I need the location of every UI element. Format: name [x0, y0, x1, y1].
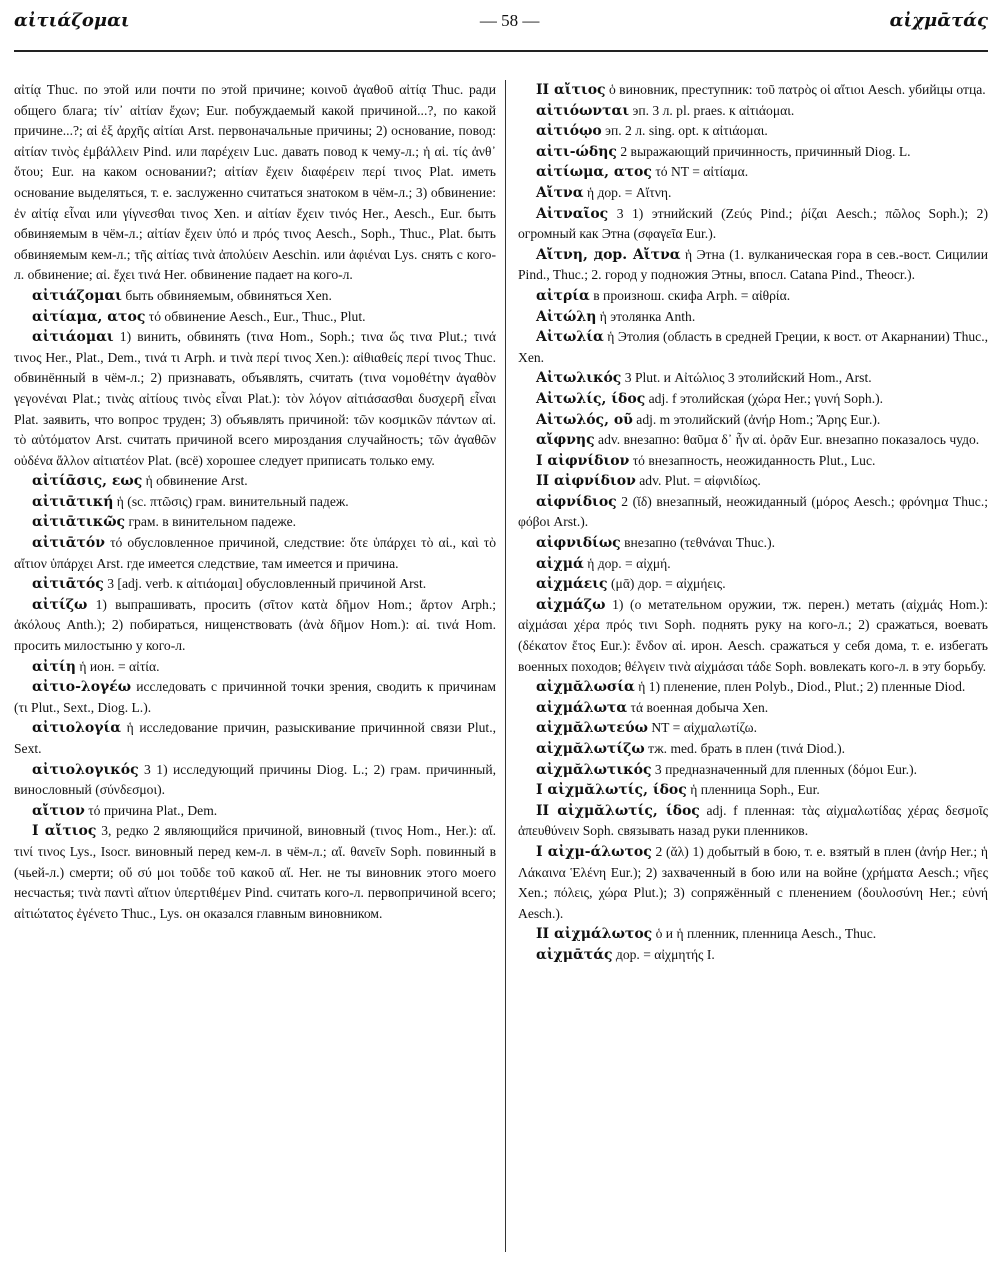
entry-definition: ἡ обвинение Arst. — [145, 473, 248, 489]
dictionary-entry — [14, 801, 496, 822]
dictionary-entry — [14, 533, 496, 574]
entry-definition: 1) выпрашивать, просить (σῖτον κατὰ δῆμον Hom.; ἄρτον Arph.; ἀκόλους Anth.); 2) побираться, нищенствовать (ἀνὰ δῆμον Hom.): αἰ. τινά Hom. просить милостыню у кого-л. — [14, 596, 496, 654]
entry-headword: αἰτρία — [536, 287, 590, 304]
dictionary-entry — [518, 245, 988, 286]
entry-definition: αἰτίᾳ Thuc. по этой или почти по этой причине; κοινοῦ ἀγαθοῦ αἰτίᾳ Thuc. ради общего блага; τίν᾽ αἰτίαν ἔχων; Eur. побуждаемый какой причиной...?, по какой причине...?; αἱ ἐξ ἀρχῆς αἰτίαι Arst. первоначальные причины; 2) основание, повод: αἰτίαν τινὸς ἐμβάλλειν Pind. или παρέχειν Luc. давать повод к чему-л.; ἡ αἰ. τίς ἀνθ᾽ ὅτου; Eur. на каком основании?; αἰτίαν ἔχειν διαφέρειν περί τινος Plat. иметь основание выделяться, т. е. заслуженно считаться знатоком в чём-л.; 3) обвинение: ἐν αἰτίᾳ εἶναι или γίγνεσθαι τινος Xen. и αἰτίαν ἔχειν τινός Her., Aesch., Eur. быть обвиняемым в чём-л.; αἰτίαν ἔχειν ὑπό и πρός τινος Aesch., Soph., Thuc., Plat. быть обвиняемым кем-л.; τῆς αἰτίας τινὰ ἀπολύειν Aeschin. или ἀφιέναι Lys. снять с кого-л. обвинение; αἰ. ἔχει τινά Her. обвинение падает на кого-л. — [14, 82, 496, 283]
entry-headword: Αἰτωλία — [536, 329, 604, 346]
entry-headword: αἰχμᾰλωτίζω — [536, 741, 645, 757]
entry-headword: Αἴτνη, дор. Αἴτνα — [536, 246, 681, 263]
entry-headword: Αἰτωλός, οῦ — [536, 411, 633, 428]
entry-headword: αἰτιολογία — [32, 720, 122, 737]
entry-definition: adj. f пленная: τὰς αἰχμαλωτίδας χέρας δεσμοῖς ἀπευθύνειν Soph. связывать назад руки пленников. — [518, 802, 988, 839]
entry-definition: 3 Plut. и Αἰτώλιος 3 этолийский Hom., Arst. — [624, 370, 872, 386]
dictionary-entry — [518, 204, 988, 245]
entry-headword: αἰτι-ώδης — [536, 143, 617, 160]
entry-definition: ἡ дор. = Αἴτνη. — [586, 184, 672, 200]
dictionary-entry — [518, 760, 988, 781]
dictionary-entry — [518, 101, 988, 122]
dictionary-entry — [14, 80, 496, 286]
entry-definition: ἡ пленница Soph., Eur. — [690, 782, 820, 798]
dictionary-entry — [14, 492, 496, 513]
entry-headword: αἰτιόῳο — [536, 123, 602, 140]
left-column — [14, 80, 496, 1252]
entry-headword: αἴφνης — [536, 432, 595, 449]
dictionary-entry — [518, 162, 988, 183]
entry-definition: ἡ исследование причин, разыскивание причинной связи Plut., Sext. — [14, 720, 496, 756]
dictionary-entry — [518, 739, 988, 760]
dictionary-entry — [518, 410, 988, 431]
entry-definition: 2 (ῐδ) внезапный, неожиданный (μόρος Aesch.; φρόνημα Thuc.; φόβοι Arst.). — [518, 493, 988, 530]
dictionary-entry — [518, 451, 988, 472]
entry-definition: 3, редко 2 являющийся причиной, виновный (τινος Hom., Her.): αἴ. τινί τινος Lys., Isocr. виновный перед кем-л. в чём-л.; αἴ. θανεῖν Soph. повинный в (чьей-л.) смерти; οὔ σύ μοι τοῦδε τοῦ κακοῦ αἴ. Her. не ты виновник этого моего несчастья; τινὰ παντὶ αἴτιον ὑπερτιθέμεν Pind. считать кого-л. первопричиной всего; αἰτιώτατος ἐγένετο Thuc., Lys. он оказался главным виновником. — [14, 823, 496, 921]
columns — [14, 80, 988, 1252]
dictionary-entry — [518, 492, 988, 533]
entry-definition: эп. 2 л. sing. opt. к αἰτιάομαι. — [605, 123, 768, 139]
entry-definition: adv. Plut. = αἰφνιδίως. — [639, 473, 761, 489]
dictionary-entry — [518, 327, 988, 368]
entry-definition: 3 1) этнийский (Ζεύς Pind.; ῥίζαι Aesch.; πῶλος Soph.); 2) огромный как Этна (σφαγεῖα Eur.). — [518, 205, 988, 242]
entry-definition: adj. m этолийский (ἀνήρ Hom.; Ἄρης Eur.). — [636, 411, 881, 427]
entry-definition: τό внезапность, неожиданность Plut., Luc. — [632, 452, 876, 468]
entry-definition: дор. = αἰχμητής I. — [615, 946, 715, 962]
entry-headword: αἰτιᾱτική — [32, 493, 114, 510]
entry-headword: αἰτιο-λογέω — [32, 679, 132, 696]
dictionary-entry — [14, 574, 496, 595]
entry-definition: adj. f этолийская (χώρα Her.; γυνή Soph.). — [648, 390, 884, 406]
entry-definition: (μᾱ) дор. = αἰχμήεις. — [611, 576, 726, 592]
entry-headword: αἰτιᾱτός — [32, 576, 104, 593]
entry-definition: внезапно (τεθνάναι Thuc.). — [624, 535, 775, 551]
dictionary-entry — [518, 80, 988, 101]
dictionary-entry — [14, 327, 496, 471]
entry-definition: τό обвинение Aesch., Eur., Thuc., Plut. — [148, 308, 366, 324]
entry-definition: ὁ виновник, преступник: τοῦ πατρὸς οἱ αἴτιοι Aesch. убийцы отца. — [608, 82, 986, 97]
entry-definition: ὁ и ἡ пленник, пленница Aesch., Thuc. — [655, 926, 877, 942]
dictionary-entry — [518, 430, 988, 451]
dictionary-entry — [14, 677, 496, 718]
entry-definition: 2 (ᾰλ) 1) добытый в бою, т. е. взятый в плен (ἀνήρ Her.; ἡ Λάκαινα Ἑλένη Eur.); 2) захваченный в бою или на войне (χρήματα Aesch.; νῆες Xen.; πόλεις, χώρα Plut.); 3) сопряжённый с пленением (δουλοσύνη Her.; εὐνή Aesch.). — [518, 843, 988, 921]
dictionary-entry — [518, 945, 988, 966]
page-header — [14, 10, 988, 52]
entry-headword: αἰχμά — [536, 555, 584, 572]
entry-headword: II αἰχμᾰλωτίς, ίδος — [536, 802, 700, 819]
entry-headword: αἰτιολογικός — [32, 761, 139, 778]
entry-headword: I αἴτιος — [32, 823, 97, 840]
dictionary-entry — [518, 368, 988, 389]
entry-headword: αἰφνιδίως — [536, 535, 621, 552]
entry-headword: αἰτιᾱτόν — [32, 535, 105, 552]
entry-definition: 3 [adj. verb. к αἰτιάομαι] обусловленный причиной Arst. — [107, 576, 427, 592]
entry-definition: 3 предназначенный для пленных (δόμοι Eur.). — [654, 761, 917, 777]
entry-headword: αἰχμᾰλωτικός — [536, 761, 652, 778]
entry-headword: Αἰτωλικός — [536, 370, 622, 387]
entry-definition: 3 1) исследующий причины Diog. L.; 2) грам. причинный, винословный (σύνδεσμοι). — [14, 761, 496, 798]
entry-headword: I αἰφνίδιον — [536, 452, 630, 469]
entry-headword: I αἰχμ-άλωτος — [536, 843, 652, 860]
dictionary-entry — [518, 718, 988, 739]
entry-headword: αἰτίᾱσις, εως — [32, 473, 143, 490]
entry-definition: τά военная добыча Xen. — [630, 699, 769, 715]
dictionary-entry — [14, 595, 496, 657]
entry-headword: αἰτίωμα, ατος — [536, 164, 652, 181]
dictionary-entry — [518, 677, 988, 698]
entry-headword: Αἴτνα — [536, 184, 584, 201]
entry-headword: αἰφνίδιος — [536, 493, 617, 510]
dictionary-entry — [14, 718, 496, 759]
entry-headword: αἰτίζω — [32, 596, 88, 613]
entry-headword: Αἰτωλίς, ίδος — [536, 390, 646, 407]
entry-headword: αἰχμᾰλωτεύω — [536, 720, 648, 737]
entry-definition: 1) (о метательном оружии, тж. перен.) метать (αἰχμάς Hom.): αἰχμάσαι χέρα πρός τινι Soph. поднять руку на кого-л.; 2) сражаться, воевать (δέκατον ἔτος Eur.): ἔνδον αἰ. ирон. Aesch. сражаться у себя дома, т. е. избегать военных походов; θέλγειν τινὰ αἰχμάσαι τάδε Soph. вовлекать кого-л. в эту борьбу. — [518, 596, 988, 674]
entry-headword: II αἰφνίδιον — [536, 473, 636, 490]
entry-definition: 1) винить, обвинять (τινα Hom., Soph.; τινα ὥς τινα Plut.; τινά τινος Her., Plat., Dem., τινά τι Arph. и τινὰ περί τινος Xen.): αἰθιαθείς περί τινος Thuc. обвинённый в чём-л.; 2) признавать, объявлять, считать (τινα νομοθέτην ἀγαθὸν γεγονέναι Plat.; τινὰς αἰτίους τινὸς εἶναι Plat.): τὸν λόγον αἰτιάσασθαι δυσχερῆ εἶναι Plat. заявить, что вопрос труден; 3) объявлять причиной: τῶν κοσμικῶν πάντων αἰ. τὸ αὐτόματον Arst. считать причиной всего мироздания случайность; τῶν ἀγαθῶν οὐδένα ἄλλον αἰτιατέον Plat. (всё) хорошее следует приписать только ему. — [14, 329, 496, 468]
dictionary-entry — [518, 595, 988, 677]
page-number: — 58 — — [479, 11, 540, 30]
entry-headword: αἰτιάζομαι — [32, 287, 122, 304]
entry-headword: αἰχμάλωτα — [536, 699, 628, 716]
entry-definition: ἡ (sc. πτῶσις) грам. винительный падеж. — [116, 493, 349, 509]
entry-definition: тж. med. брать в плен (τινά Diod.). — [648, 741, 845, 756]
dictionary-entry — [518, 554, 988, 575]
dictionary-entry — [14, 821, 496, 924]
header-left-headword: αἰτιάζομαι — [14, 10, 130, 31]
entry-headword: I αἰχμᾰλωτίς, ίδος — [536, 782, 687, 799]
entry-definition: NT = αἰχμαλωτίζω. — [651, 720, 758, 736]
entry-definition: τό причина Plat., Dem. — [88, 802, 218, 818]
dictionary-entry — [518, 121, 988, 142]
entry-definition: ἡ ион. = αἰτία. — [79, 658, 160, 674]
dictionary-entry — [14, 286, 496, 307]
entry-definition: adv. внезапно: θαῦμα δ᾽ ἦν αἰ. ὁρᾶν Eur. внезапно показалось чудо. — [598, 432, 980, 448]
entry-definition: ἡ дор. = αἰχμή. — [587, 555, 671, 571]
entry-headword: αἰτιάομαι — [32, 329, 114, 346]
entry-headword: αἰχμᾰλωσία — [536, 679, 635, 696]
dictionary-entry — [518, 286, 988, 307]
entry-headword: αἰτίη — [32, 658, 76, 675]
entry-headword: αἰχμᾱτάς — [536, 946, 613, 963]
dictionary-entry — [518, 842, 988, 924]
dictionary-entry — [518, 780, 988, 801]
dictionary-entry — [518, 801, 988, 842]
dictionary-entry — [14, 512, 496, 533]
entry-definition: τό обусловленное причиной, следствие: ὅτε ὑπάρχει τὸ αἰ., καὶ τὸ αἴτιον ὑπάρχει Arst. где имеется следствие, там имеется и причина. — [14, 535, 496, 571]
entry-definition: в произнош. скифа Arph. = αἰθρία. — [593, 287, 791, 303]
header-right-headword: αἰχμᾱτάς — [889, 10, 988, 31]
entry-headword: Αἰτώλη — [536, 308, 597, 325]
entry-definition: ἡ Этолия (область в средней Греции, к вост. от Акарнании) Thuc., Xen. — [518, 329, 988, 365]
entry-definition: τό NT = αἰτίαμα. — [655, 164, 749, 180]
dictionary-entry — [518, 389, 988, 410]
dictionary-entry — [518, 142, 988, 163]
right-column — [505, 80, 988, 1252]
dictionary-entry — [518, 183, 988, 204]
dictionary-entry — [518, 924, 988, 945]
entry-definition: ἡ 1) пленение, плен Polyb., Diod., Plut.; 2) пленные Diod. — [638, 679, 966, 695]
entry-headword: αἰτιᾱτικῶς — [32, 514, 126, 531]
entry-headword: αἰτιόωνται — [536, 102, 630, 119]
entry-definition: грам. в винительном падеже. — [128, 514, 297, 530]
dictionary-entry — [14, 307, 496, 328]
entry-headword: II αἴτιος — [536, 82, 606, 98]
entry-headword: αἰχμάζω — [536, 596, 606, 613]
entry-headword: αἰχμάεις — [536, 576, 608, 593]
dictionary-entry — [14, 760, 496, 801]
entry-headword: αἴτιον — [32, 802, 85, 819]
entry-definition: ἡ Этна (1. вулканическая гора в сев.-вост. Сицилии Pind., Thuc.; 2. город у подножия Этны, впосл. Catana Pind., Theocr.). — [518, 246, 988, 283]
dictionary-entry — [14, 471, 496, 492]
dictionary-entry — [518, 698, 988, 719]
dictionary-entry — [518, 307, 988, 328]
entry-definition: эп. 3 л. pl. praes. к αἰτιάομαι. — [632, 102, 795, 118]
entry-definition: быть обвиняемым, обвиняться Xen. — [125, 287, 332, 303]
entry-definition: 2 выражающий причинность, причинный Diog. L. — [620, 143, 911, 159]
dictionary-entry — [518, 574, 988, 595]
entry-headword: II αἰχμάλωτος — [536, 926, 653, 943]
entry-definition: исследовать с причинной точки зрения, сводить к причинам (τι Plut., Sext., Diog. L.). — [14, 679, 496, 715]
entry-headword: Αἰτναῖος — [536, 205, 609, 222]
dictionary-entry — [14, 657, 496, 678]
entry-headword: αἰτίαμα, ατος — [32, 308, 146, 325]
dictionary-entry — [518, 471, 988, 492]
entry-definition: ἡ этолянка Anth. — [599, 308, 696, 324]
dictionary-entry — [518, 533, 988, 554]
